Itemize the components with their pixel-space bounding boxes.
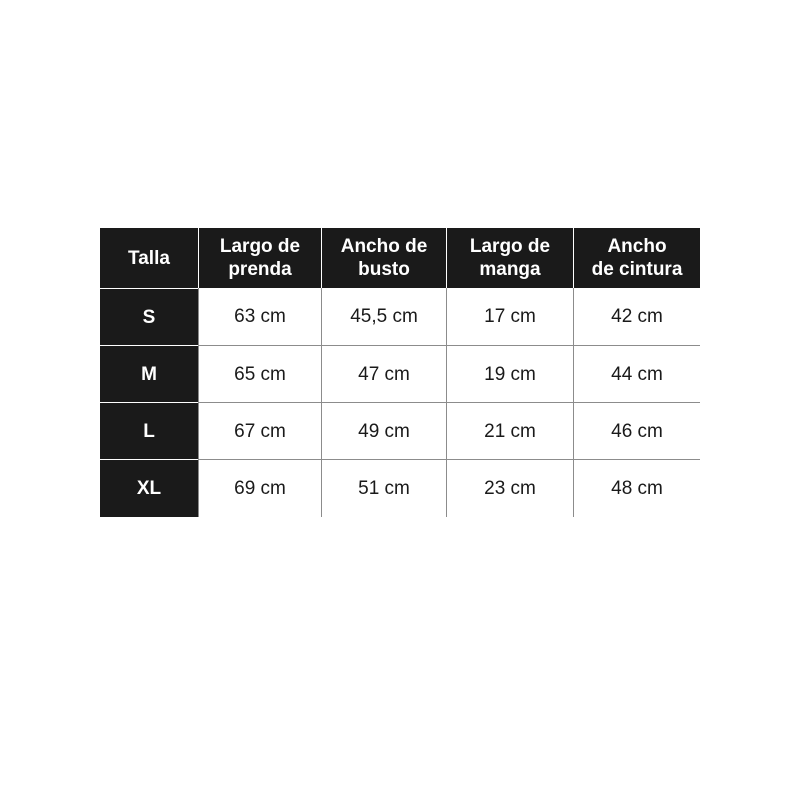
cell-ancho-cintura: 48 cm bbox=[573, 459, 700, 517]
header-ancho-cintura-line2: de cintura bbox=[591, 259, 683, 280]
header-largo-prenda-line1: Largo de bbox=[219, 236, 301, 257]
header-ancho-busto-line2: busto bbox=[358, 259, 410, 280]
cell-ancho-busto: 49 cm bbox=[321, 402, 446, 459]
cell-ancho-busto: 51 cm bbox=[321, 459, 446, 517]
cell-largo-prenda: 69 cm bbox=[198, 459, 321, 517]
header-largo-prenda-line2: prenda bbox=[228, 259, 292, 280]
cell-largo-prenda: 67 cm bbox=[198, 402, 321, 459]
header-talla-label: Talla bbox=[128, 247, 170, 269]
header-largo-manga-line2: manga bbox=[479, 259, 541, 280]
cell-largo-manga: 21 cm bbox=[446, 402, 573, 459]
cell-largo-manga: 19 cm bbox=[446, 345, 573, 402]
cell-largo-manga: 17 cm bbox=[446, 288, 573, 345]
cell-ancho-cintura: 42 cm bbox=[573, 288, 700, 345]
cell-ancho-cintura: 46 cm bbox=[573, 402, 700, 459]
cell-ancho-cintura: 44 cm bbox=[573, 345, 700, 402]
cell-largo-manga: 23 cm bbox=[446, 459, 573, 517]
size-chart-table bbox=[100, 228, 700, 517]
size-label-m: M bbox=[100, 345, 198, 402]
header-ancho-cintura bbox=[573, 228, 700, 288]
header-ancho-busto-line1: Ancho de bbox=[340, 236, 428, 257]
header-largo-prenda bbox=[198, 228, 321, 288]
cell-largo-prenda: 65 cm bbox=[198, 345, 321, 402]
cell-largo-prenda: 63 cm bbox=[198, 288, 321, 345]
cell-ancho-busto: 47 cm bbox=[321, 345, 446, 402]
cell-ancho-busto: 45,5 cm bbox=[321, 288, 446, 345]
size-label-xl: XL bbox=[100, 459, 198, 517]
header-ancho-cintura-line1: Ancho bbox=[607, 236, 667, 257]
header-ancho-busto bbox=[321, 228, 446, 288]
header-largo-manga-line1: Largo de bbox=[469, 236, 551, 257]
header-talla bbox=[100, 228, 198, 288]
size-label-s: S bbox=[100, 288, 198, 345]
header-largo-manga bbox=[446, 228, 573, 288]
size-label-l: L bbox=[100, 402, 198, 459]
